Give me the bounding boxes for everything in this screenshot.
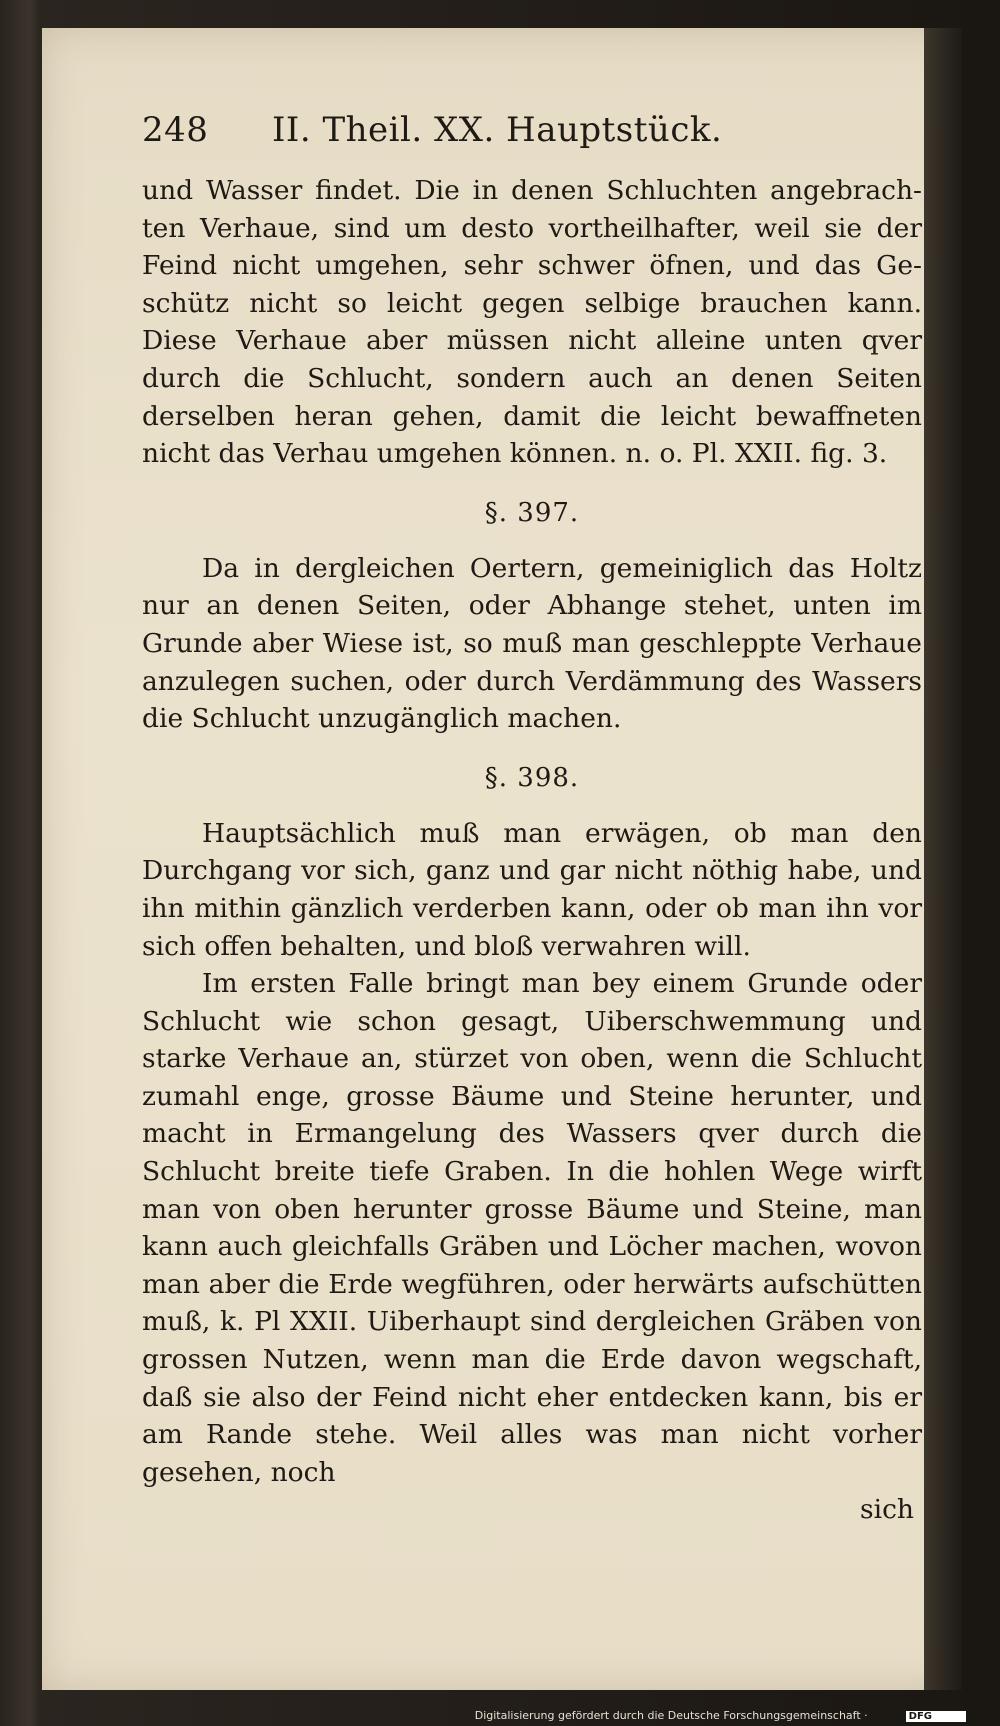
paragraph-4: Im ersten Falle bringt man bey einem Grunde oder Schlucht wie schon gesagt, Uiberschwemmung und starke Verhaue an, stürzet von oben, wenn die Schlucht zumahl enge, grosse Bäume und Steine herunter, und macht in Ermangelung des Wassers qver durch die Schlucht breite tiefe Graben. In die hohlen Wege wirft man von oben herunter grosse Bäume und Steine, man kann auch gleichfalls Gräben und Löcher machen, wovon man aber die Erde wegführen, oder herwärts aufschütten muß, k. Pl XXII. Uiberhaupt sind dergleichen Gräben von grossen Nutzen, wenn man die Erde davon wegschaft, daß sie also der Feind nicht eher entdecken kann, bis er am Rande stehe. Weil alles was man nicht vorher gesehen, noch	[142, 968, 922, 1488]
paragraph-2: Da in dergleichen Oertern, gemeiniglich das Holtz nur an denen Seiten, oder Abhange stehet, unten im Grunde aber Wiese ist, so muß man geschleppte Verhaue anzulegen suchen, oder durch Verdämmung des Wassers die Schlucht unzugänglich machen.	[142, 552, 922, 735]
catchword: sich	[860, 1494, 914, 1526]
section-heading-398: §. 398.	[484, 762, 580, 793]
running-head: II. Theil. XX. Hauptstück.	[272, 110, 723, 150]
footer-credit: Digitalisierung gefördert durch die Deutsche Forschungsgemeinschaft ·	[474, 1709, 868, 1722]
page-number: 248	[142, 110, 209, 150]
dfg-logo: DFG	[906, 1711, 966, 1722]
paragraph-1: und Wasser findet. Die in denen Schluchten angebrachten Verhaue, sind um desto vortheilhafter, weil sie der Feind nicht umgehen, sehr schwer öfnen, und das Geschütz nicht so leicht gegen selbige brauchen kann. Diese Verhaue aber müssen nicht alleine unten qver durch die Schlucht, sondern auch an denen Seiten derselben heran gehen, damit die leicht bewaffneten nicht das Verhau umgehen können. n. o. Pl. XXII. fig. 3.	[142, 175, 922, 470]
page-text	[142, 110, 922, 1529]
page-header	[142, 110, 922, 172]
page-gutter	[924, 28, 962, 1690]
paragraph-3: Hauptsächlich muß man erwägen, ob man den Durchgang vor sich, ganz und gar nicht nöthig habe, und ihn mithin gänzlich verderben kann, oder ob man ihn vor sich offen behalten, und bloß verwahren will.	[142, 817, 922, 962]
digitization-footer	[0, 1709, 1000, 1722]
section-heading-397: §. 397.	[484, 497, 580, 528]
